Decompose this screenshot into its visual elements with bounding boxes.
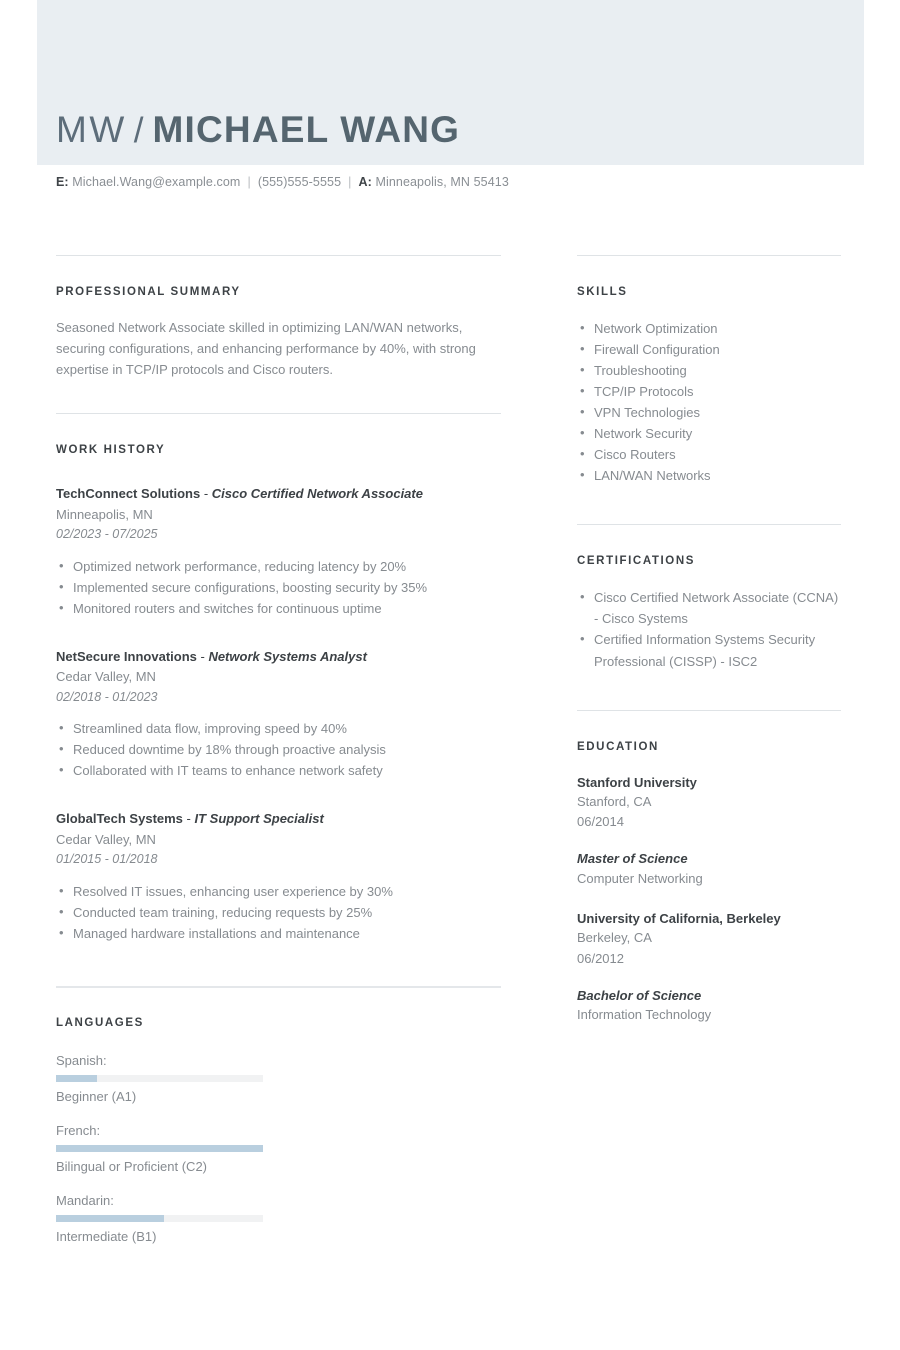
education-location: Berkeley, CA	[577, 930, 652, 946]
language-level: Beginner (A1)	[56, 1089, 137, 1105]
name-separator: /	[133, 111, 144, 150]
education-field: Computer Networking	[577, 870, 703, 886]
address-value: Minneapolis, MN 55413	[375, 175, 509, 189]
language-level: Bilingual or Proficient (C2)	[56, 1159, 208, 1175]
education-field: Information Technology	[577, 1007, 712, 1023]
section-professional-summary	[56, 256, 501, 380]
email-label: E:	[56, 175, 69, 189]
work-entry-heading	[56, 485, 501, 504]
education-school: Stanford University	[577, 774, 697, 790]
work-dash: -	[200, 486, 212, 502]
work-company: GlobalTech Systems	[56, 811, 183, 827]
section-title-education: EDUCATION	[577, 740, 659, 753]
certifications-list	[577, 587, 841, 671]
divider-certifications	[577, 524, 841, 525]
work-bullet: • Resolved IT issues, enhancing user experience by 30%	[56, 881, 501, 902]
skill-item: • LAN/WAN Networks	[577, 465, 841, 486]
work-company: TechConnect Solutions	[56, 486, 201, 502]
section-certifications	[577, 524, 841, 671]
section-education	[577, 710, 841, 1026]
work-entry	[56, 810, 501, 944]
work-bullets	[56, 556, 501, 619]
initials-monogram: MW	[56, 109, 127, 150]
language-progress-track	[56, 1215, 263, 1222]
work-entry	[56, 648, 501, 782]
education-date: 06/2012	[577, 950, 624, 966]
work-bullet: • Optimized network performance, reducing latency by 20%	[56, 556, 501, 577]
skill-item: • Network Optimization	[577, 318, 841, 339]
work-location: Minneapolis, MN	[56, 506, 153, 522]
education-entry	[577, 909, 841, 1025]
work-dash: -	[182, 811, 195, 827]
skill-item: • TCP/IP Protocols	[577, 381, 841, 402]
contact-separator-2: |	[348, 175, 352, 189]
email-value[interactable]: Michael.Wang@example.com	[72, 175, 241, 189]
language-name: French:	[56, 1122, 101, 1138]
work-bullets	[56, 881, 501, 944]
work-bullet: • Streamlined data flow, improving speed by 40%	[56, 718, 501, 739]
certification-item: • Certified Information Systems Security Professional (CISSP) - ISC2	[577, 629, 841, 671]
work-role: IT Support Specialist	[194, 811, 324, 827]
section-title-summary: PROFESSIONAL SUMMARY	[56, 286, 241, 298]
language-item	[56, 1121, 263, 1177]
full-name: MICHAEL WANG	[152, 109, 461, 150]
section-title-certifications: CERTIFICATIONS	[577, 555, 696, 568]
certification-item: • Cisco Certified Network Associate (CCNA) - Cisco Systems	[577, 587, 841, 629]
work-dash: -	[196, 648, 209, 664]
skill-item: • VPN Technologies	[577, 402, 841, 423]
work-entry	[56, 485, 501, 619]
work-dates: 02/2018 - 01/2023	[56, 689, 158, 704]
skills-list	[577, 318, 841, 486]
work-bullet: • Collaborated with IT teams to enhance network safety	[56, 760, 501, 781]
skill-item: • Troubleshooting	[577, 360, 841, 381]
education-location: Stanford, CA	[577, 794, 652, 810]
education-degree: Bachelor of Science	[577, 987, 702, 1003]
right-column	[577, 255, 841, 1025]
education-entry	[577, 773, 841, 889]
work-bullet: • Monitored routers and switches for continuous uptime	[56, 598, 501, 619]
work-bullet: • Reduced downtime by 18% through proactive analysis	[56, 739, 501, 760]
phone-value[interactable]: (555)555-5555	[257, 175, 342, 189]
language-item	[56, 1051, 263, 1107]
work-role: Network Systems Analyst	[208, 648, 367, 664]
section-title-work-history: WORK HISTORY	[56, 444, 166, 457]
left-column	[56, 255, 501, 1261]
work-bullet: • Conducted team training, reducing requests by 25%	[56, 902, 501, 923]
education-degree: Master of Science	[577, 851, 688, 867]
address-label: A:	[358, 175, 372, 189]
language-name: Mandarin:	[56, 1192, 114, 1208]
language-item	[56, 1191, 263, 1247]
language-progress-track	[56, 1145, 263, 1152]
name-heading	[56, 111, 460, 148]
work-role: Cisco Certified Network Associate	[211, 486, 423, 502]
work-location: Cedar Valley, MN	[56, 669, 156, 685]
contact-separator-1: |	[247, 175, 251, 189]
work-company: NetSecure Innovations	[56, 648, 197, 664]
work-bullet: • Managed hardware installations and maintenance	[56, 923, 501, 944]
skill-item: • Network Security	[577, 423, 841, 444]
education-school: University of California, Berkeley	[577, 910, 781, 926]
language-progress-fill	[56, 1215, 164, 1222]
language-progress-track	[56, 1075, 263, 1082]
work-bullet: • Implemented secure configurations, boosting security by 35%	[56, 577, 501, 598]
header-banner	[37, 0, 864, 165]
section-languages	[56, 986, 501, 1261]
language-level: Intermediate (B1)	[56, 1229, 157, 1245]
work-dates: 02/2023 - 07/2025	[56, 527, 158, 542]
divider-education	[577, 710, 841, 711]
skill-item: • Cisco Routers	[577, 444, 841, 465]
section-title-languages: LANGUAGES	[56, 1016, 144, 1029]
skill-item: • Firewall Configuration	[577, 339, 841, 360]
divider-languages	[56, 986, 501, 988]
language-name: Spanish:	[56, 1052, 107, 1068]
work-entry-heading	[56, 810, 501, 829]
divider-work-history	[56, 413, 501, 414]
section-skills	[577, 256, 841, 486]
languages-grid	[56, 1051, 501, 1261]
section-work-history	[56, 413, 501, 944]
contact-line	[56, 175, 509, 189]
work-location: Cedar Valley, MN	[56, 831, 156, 847]
education-date: 06/2014	[577, 814, 624, 830]
summary-paragraph: Seasoned Network Associate skilled in optimizing LAN/WAN networks, securing configurations, and enhancing performance by 40%, with strong expertise in TCP/IP protocols and Cisco routers.	[56, 320, 476, 378]
work-dates: 01/2015 - 01/2018	[56, 852, 158, 867]
section-title-skills: SKILLS	[577, 286, 628, 298]
work-bullets	[56, 718, 501, 781]
language-progress-fill	[56, 1075, 97, 1082]
work-entry-heading	[56, 648, 501, 667]
language-progress-fill	[56, 1145, 263, 1152]
